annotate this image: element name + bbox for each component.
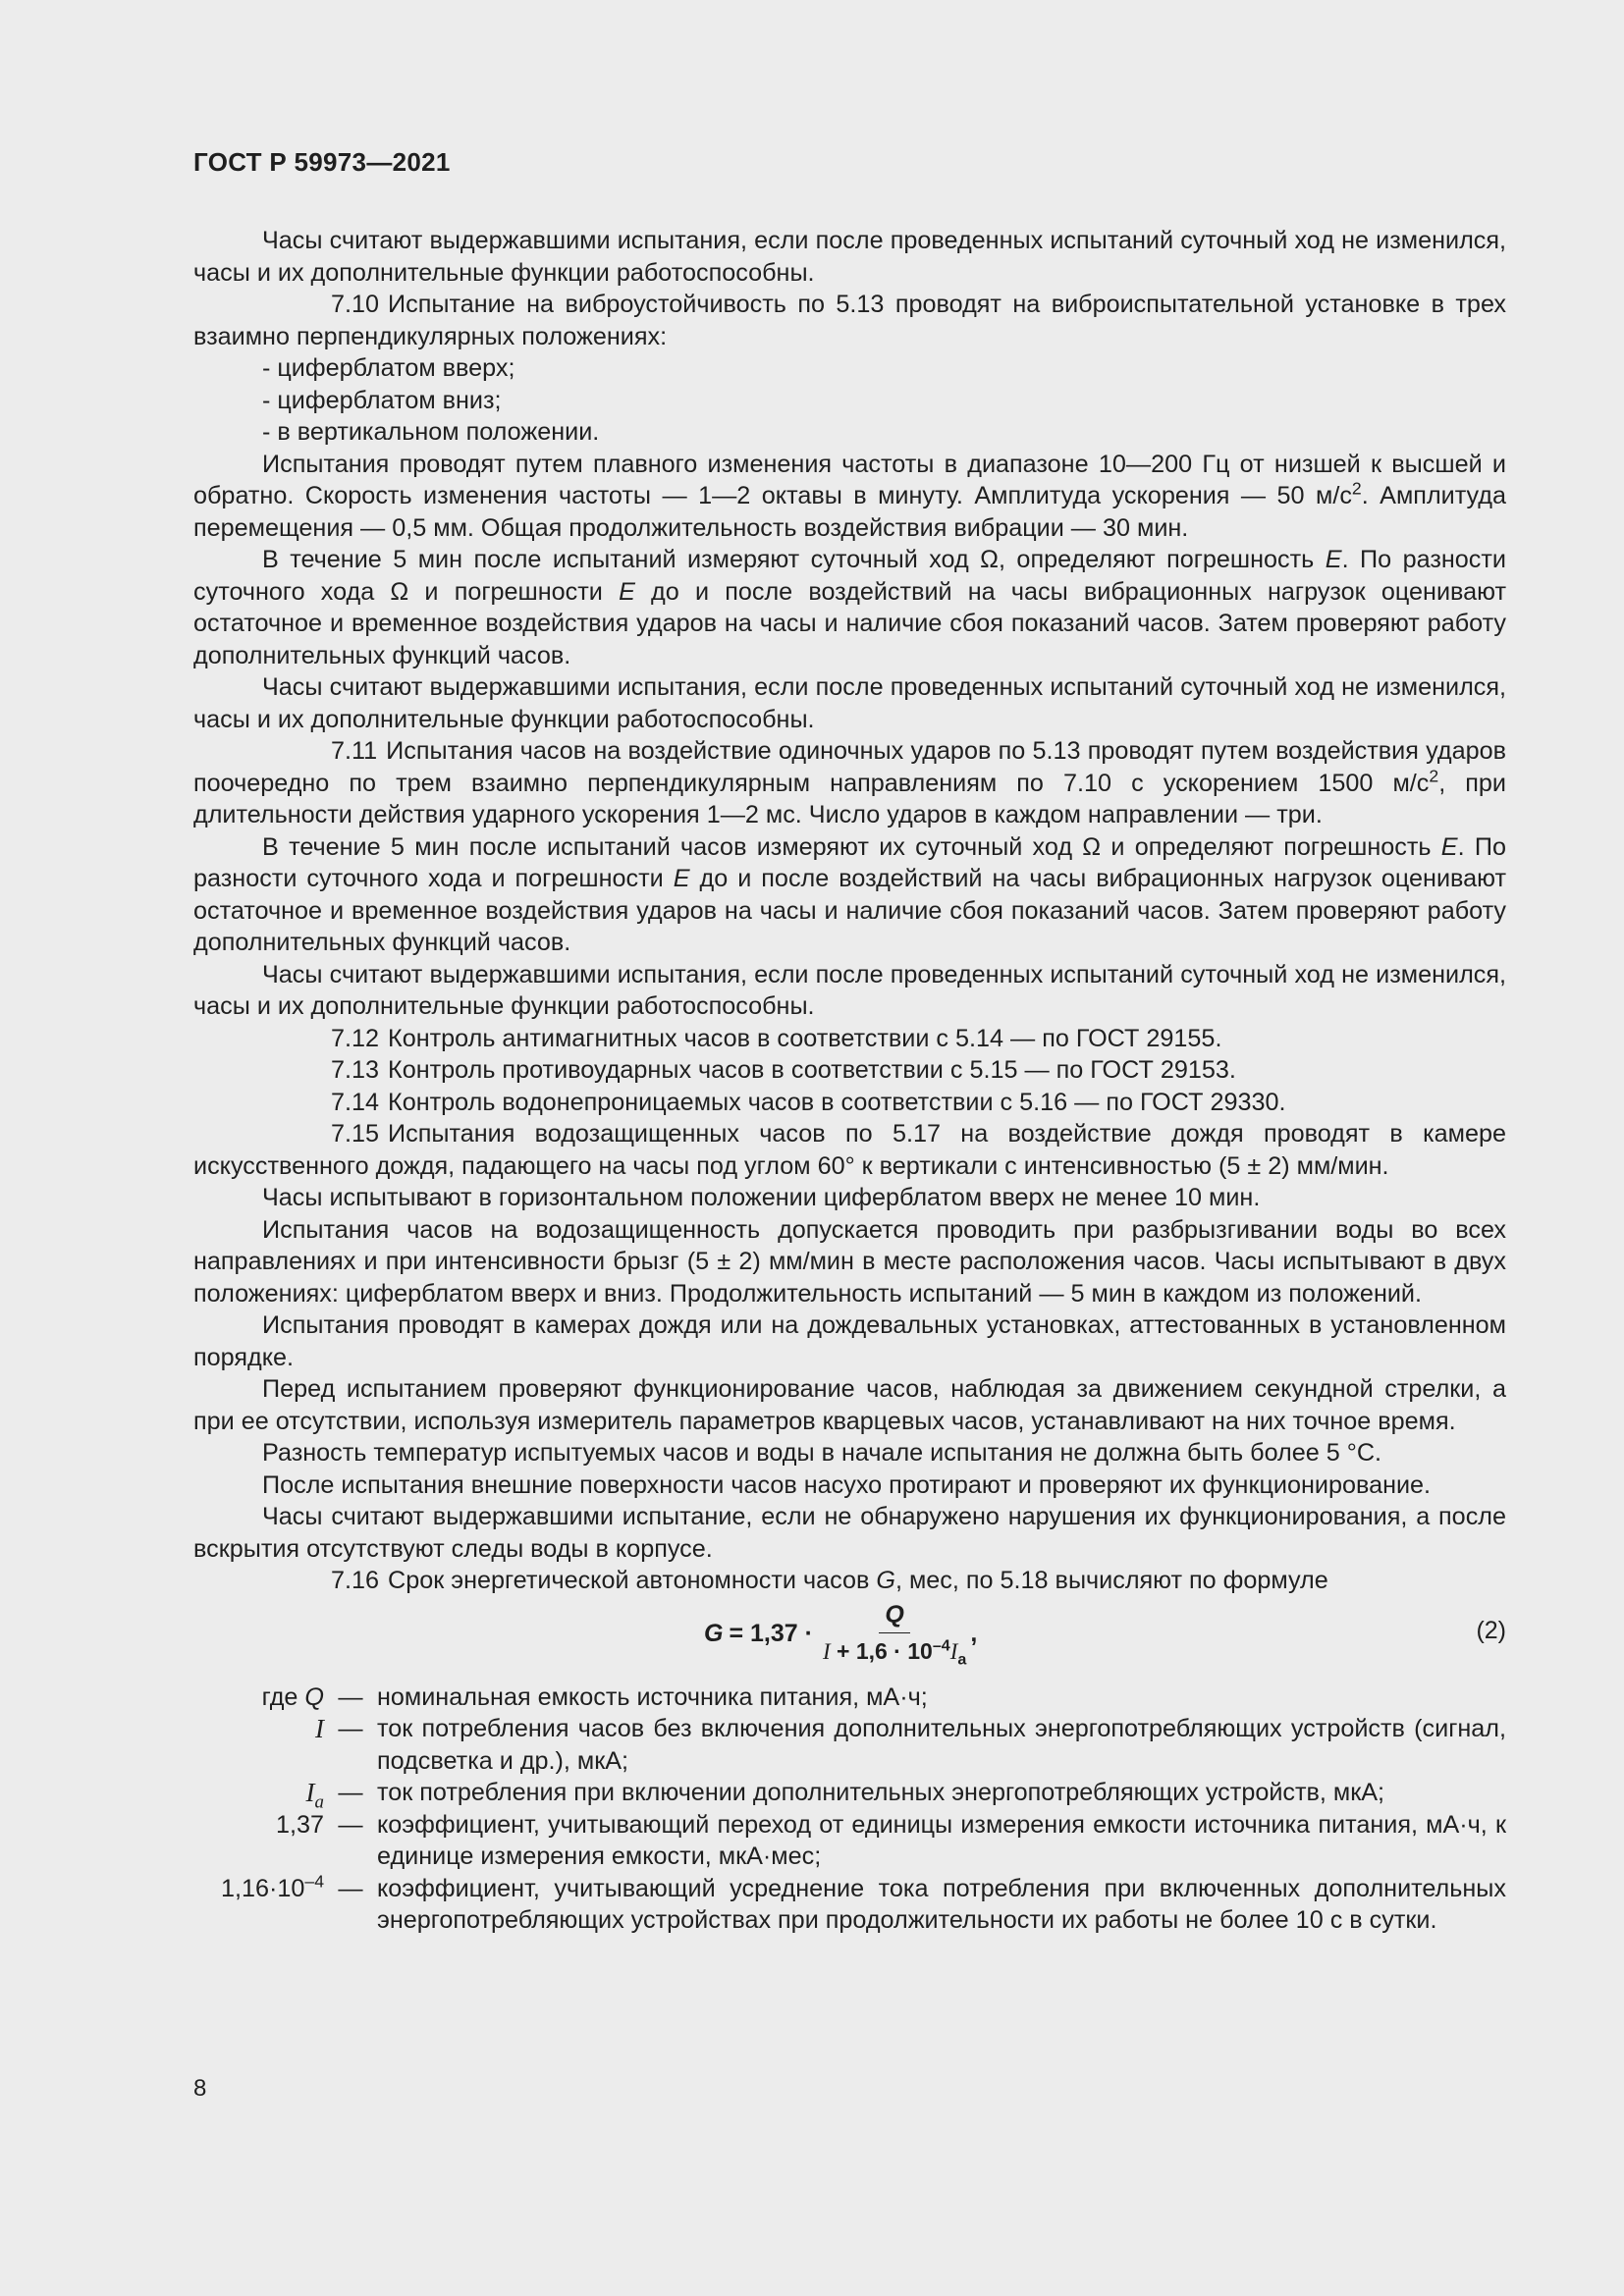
definition-dash: — xyxy=(338,1779,363,1806)
clause-number: 7.12 xyxy=(331,1024,380,1052)
clause-number: 7.15 xyxy=(331,1120,380,1148)
paragraph: Разность температур испытуемых часов и воды в начале испытания не должна быть более 5 °C. xyxy=(262,1439,1382,1467)
list-item: - в вертикальном положении. xyxy=(262,418,600,446)
definition-item xyxy=(193,1809,1506,1873)
clause-number: 7.11 xyxy=(331,737,378,765)
paragraph: Часы испытывают в горизонтальном положении циферблатом вверх не менее 10 мин. xyxy=(262,1184,1261,1211)
paragraph: Часы считают выдержавшими испытания, если после проведенных испытаний суточный ход не изменился, часы и их дополнительные функции работоспособны. xyxy=(193,960,1506,1020)
definition-text: коэффициент, учитывающий усреднение тока потребления при включенных дополнительных энергопотребляющих устройствах при продолжительности их работы не более 10 с в сутки. xyxy=(377,1874,1506,1934)
clause-text: Контроль противоударных часов в соответствии с 5.15 — по ГОСТ 29153. xyxy=(388,1056,1236,1084)
paragraph: Часы считают выдержавшими испытание, если не обнаружено нарушения их функционирования, а после вскрытия отсутствуют следы воды в корпусе. xyxy=(193,1503,1506,1563)
definition-symbol: I xyxy=(315,1714,324,1743)
formula-denominator xyxy=(823,1633,966,1669)
clause-number: 7.10 xyxy=(331,291,380,318)
clause-7-11 xyxy=(193,735,1506,831)
definition-item xyxy=(193,1713,1506,1777)
clause-7-16 xyxy=(193,1565,1506,1597)
paragraph: Испытания проводят путем плавного изменения частоты в диапазоне 10—200 Гц от низшей к высшей и обратно. Скорость изменения частоты — 1—2 октавы в минуту. Амплитуда ускорения — 50 $м/с^2$. Амплитуда перемещения — 0,5 мм. Общая продолжительность воздействия вибрации — 30 мин. xyxy=(193,450,1506,542)
document-body xyxy=(193,225,1506,1937)
clause-text: Контроль водонепроницаемых часов в соответствии с 5.16 — по ГОСТ 29330. xyxy=(388,1088,1286,1116)
clause-number: 7.16 xyxy=(331,1567,380,1594)
clause-text: Контроль антимагнитных часов в соответствии с 5.14 — по ГОСТ 29155. xyxy=(388,1024,1222,1052)
definition-item xyxy=(193,1682,1506,1714)
formula-numerator: Q xyxy=(879,1599,909,1634)
formula-subscript: a xyxy=(957,1650,967,1669)
clause-7-10 xyxy=(193,289,1506,352)
definition-item xyxy=(193,1777,1506,1813)
formula-denominator-mid: + 1,6 · 10 xyxy=(837,1638,933,1664)
paragraph: Испытания часов на водозащищенность допускается проводить при разбрызгивании воды во всех направлениях и при интенсивности брызг (5 ± 2) мм/мин в месте расположения часов. Часы испытывают в двух положениях: циферблатом вверх и вниз. Продолжительность испытаний — 5 мин в каждом из положений. xyxy=(193,1215,1506,1308)
clause-7-12 xyxy=(193,1023,1506,1055)
list-item: - циферблатом вверх; xyxy=(262,354,515,382)
paragraph: Испытания проводят в камерах дождя или на дождевальных установках, аттестованных в установленном порядке. xyxy=(193,1311,1506,1371)
formula-denominator-ia: I xyxy=(949,1639,958,1664)
definition-dash: — xyxy=(338,1810,363,1839)
formula-equals: = 1,37 · xyxy=(729,1619,813,1647)
definition-dash: — xyxy=(338,1715,363,1742)
paragraph: После испытания внешние поверхности часов насухо протирают и проверяют их функционирование. xyxy=(262,1470,1432,1499)
clause-7-15 xyxy=(193,1118,1506,1182)
clause-7-14 xyxy=(193,1087,1506,1119)
page-number: 8 xyxy=(193,2075,207,2102)
definition-symbol: 1,37 xyxy=(275,1810,324,1839)
definition-dash: — xyxy=(338,1874,363,1902)
definition-symbol: $I_a$ xyxy=(305,1778,324,1813)
clause-text: Испытание на виброустойчивость по 5.13 проводят на виброиспытательной установке в трех взаимно перпендикулярных положениях: xyxy=(193,291,1506,350)
formula-row xyxy=(193,1599,1506,1678)
formula-trailing-comma: , xyxy=(970,1619,978,1647)
definitions-list xyxy=(193,1682,1506,1937)
formula-denominator-i: I xyxy=(822,1639,831,1664)
clause-text: Испытания часов на воздействие одиночных ударов по 5.13 проводят путем воздействия ударов поочередно по трем взаимно перпендикулярным направлениям по 7.10 с ускорением 1500 $м/с^2$, при длительности действия ударного ускорения 1—2 мс. Число ударов в каждом направлении — три. xyxy=(193,737,1506,828)
definition-text: ток потребления при включении дополнительных энергопотребляющих устройств, мкА; xyxy=(377,1779,1385,1806)
equation-number: (2) xyxy=(1476,1616,1506,1644)
paragraph: Часы считают выдержавшими испытания, если после проведенных испытаний суточный ход не изменился, часы и их дополнительные функции работоспособны. xyxy=(193,227,1506,287)
clause-text: Испытания водозащищенных часов по 5.17 на воздействие дождя проводят в камере искусственного дождя, падающего на часы под углом 60° к вертикали с интенсивностью (5 ± 2) мм/мин. xyxy=(193,1120,1506,1180)
paragraph: В течение 5 мин после испытаний измеряют суточный ход Ω, определяют погрешность E. По разности суточного хода Ω и погрешности E до и после воздействий на часы вибрационных нагрузок оценивают остаточное и временное воздействия ударов на часы и наличие сбоя показаний часов. Затем проверяют работу дополнительных функций часов. xyxy=(193,546,1507,669)
paragraph: Часы считают выдержавшими испытания, если после проведенных испытаний суточный ход не изменился, часы и их дополнительные функции работоспособны. xyxy=(193,673,1506,733)
clause-text: Срок энергетической автономности часов G, мес, по 5.18 вычисляют по формуле xyxy=(388,1567,1328,1594)
clause-7-13 xyxy=(193,1054,1506,1087)
paragraph: Перед испытанием проверяют функционирование часов, наблюдая за движением секундной стрелки, а при ее отсутствии, используя измеритель параметров кварцевых часов, устанавливают на них точное время. xyxy=(193,1375,1506,1435)
formula xyxy=(704,1599,977,1669)
formula-exponent: –4 xyxy=(932,1636,950,1655)
definition-text: коэффициент, учитывающий переход от единицы измерения емкости источника питания, мА·ч, к единице измерения емкости, мкА·мес; xyxy=(377,1810,1506,1870)
formula-fraction xyxy=(823,1599,966,1669)
list-item: - циферблатом вниз; xyxy=(262,386,502,414)
definition-text: номинальная емкость источника питания, мА·ч; xyxy=(377,1682,928,1711)
clause-number: 7.14 xyxy=(331,1088,380,1116)
definition-item xyxy=(193,1873,1506,1937)
definition-symbol: $1,16\cdot 10^{-4}$ xyxy=(220,1871,324,1902)
formula-lhs: G xyxy=(704,1619,724,1647)
definition-text: ток потребления часов без включения дополнительных энергопотребляющих устройств (сигнал, подсветка и др.), мкА; xyxy=(377,1715,1506,1775)
paragraph: В течение 5 мин после испытаний часов измеряют их суточный ход Ω и определяют погрешность E. По разности суточного хода и погрешности E до и после воздействий на часы вибрационных нагрузок оценивают остаточное и временное воздействия ударов на часы и наличие сбоя показаний часов. Затем проверяют работу дополнительных функций часов. xyxy=(193,832,1507,956)
definition-dash: — xyxy=(338,1682,363,1711)
definition-symbol: где Q xyxy=(261,1682,324,1711)
clause-number: 7.13 xyxy=(331,1056,380,1084)
document-header: ГОСТ Р 59973—2021 xyxy=(193,147,451,177)
